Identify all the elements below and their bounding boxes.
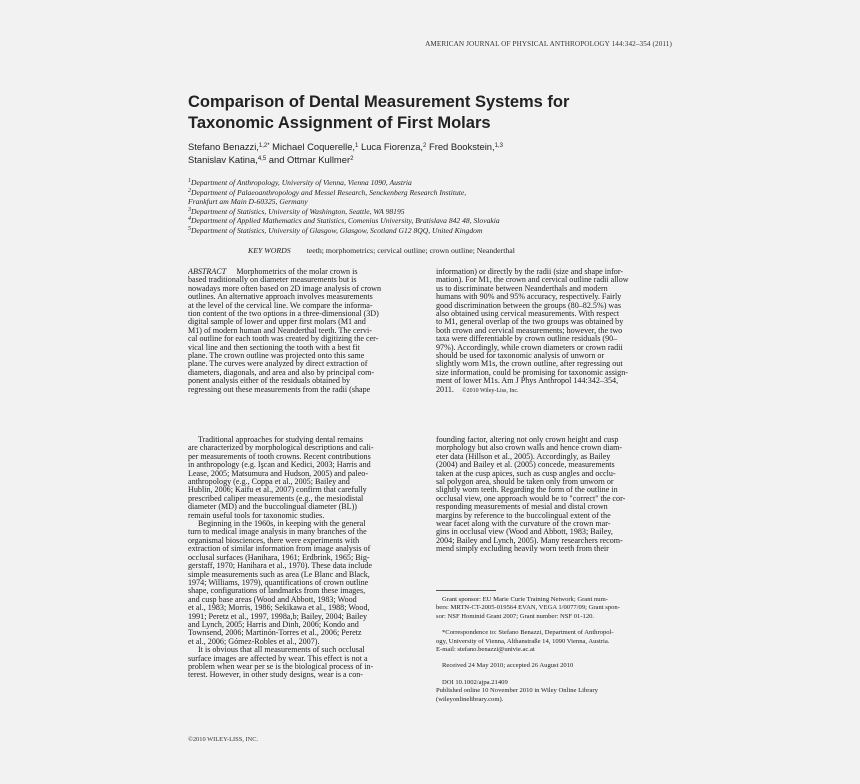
affiliation-text: Department of Palaeoanthropology and Messel Research, Senckenberg Research Institute, [191, 187, 467, 197]
body-line: occlusal surfaces (Hanihara, 1961; Erdbrink, 1965; Big- [188, 553, 370, 562]
author-line [188, 153, 678, 166]
body-line: (2004) and Bailey et al. (2005) concede, measurements [436, 461, 615, 470]
abstract-line: 97%). Accordingly, while crown diameters or crown radii [436, 343, 623, 352]
abstract-line: M1) of modern human and Neanderthal teeth. The cervi- [188, 326, 372, 335]
author-name: Stanislav Katina, [188, 154, 258, 165]
abstract-line: ponent analysis either of the residuals obtained by [188, 377, 351, 386]
abstract-line: both crown and cervical measurements; however, the two [436, 326, 623, 335]
body-line: taken at the cusp apices, such as cusp angles and occlu- [436, 469, 616, 478]
affiliation [188, 207, 688, 217]
abstract-left-column [188, 268, 424, 394]
footnote-rule [436, 590, 496, 591]
body-line: problem when wear per se is the biological process of in- [188, 662, 374, 671]
affiliation-text: Department of Statistics, University of Glasgow, Glasgow, Scotland G12 8QQ, United Kingdom [191, 225, 483, 235]
body-line: 1991; Peretz et al., 1997, 1998a,b; Bailey, 2004; Bailey [188, 612, 368, 621]
abstract-line: slightly worn M1s, the crown outline, after regressing out [436, 360, 623, 369]
footnote-grant [436, 596, 672, 621]
abstract-text: Morphometrics of the molar crown is [226, 268, 358, 276]
article-title [188, 92, 668, 134]
body-line: et al., 1983; Morris, 1986; Sekikawa et al., 1988; Wood, [188, 604, 370, 613]
body-line: simple measurements such as area (Le Blanc and Black, [188, 570, 370, 579]
body-line: are characterized by morphological descriptions and cali- [188, 444, 374, 453]
affiliation [188, 188, 688, 198]
abstract-line: cal outline for each tooth was created by digitizing the cer- [188, 335, 379, 344]
body-line: diameter (MD) and the buccolingual diameter (BL)) [188, 503, 358, 512]
body-line: shape, configurations of landmarks from these images, [188, 587, 366, 596]
author-name: Michael Coquerelle, [269, 141, 356, 152]
abstract-line: taxa were differentiable by crown outline residuals (90– [436, 335, 618, 344]
author-affil-sup: 2 [350, 156, 354, 162]
affiliation-number: 5 [188, 225, 191, 232]
body-line: Townsend, 2006; Martinón-Torres et al., 2006; Peretz [188, 629, 362, 638]
body-line: terest. However, in other study designs, wear is a con- [188, 671, 363, 680]
body-line: responding measurements of mesial and distal crown [436, 503, 608, 512]
body-line: Beginning in the 1960s, in keeping with the general [198, 520, 366, 529]
body-line: surface images are affected by wear. This effect is not a [188, 654, 368, 663]
affiliation-number: 2 [188, 187, 191, 194]
body-line: wear facet along with the curvature of the crown mar- [436, 520, 611, 529]
abstract-line: at the level of the cervical line. We compare the informa- [188, 301, 373, 310]
body-line: in anthropology (e.g. Işcan and Kedici, 2003; Harris and [188, 461, 371, 470]
footnote-line: *Correspondence to: Stefano Benazzi, Department of Anthropol- [442, 629, 614, 637]
abstract-line: based traditionally on diameter measurements but is [188, 276, 357, 285]
abstract-line: regressing out these measurements from the radii (shape [188, 385, 371, 394]
footnote-line: sor: NSF Hominid Grant 2007; Grant number: NSF 01-120. [436, 612, 595, 620]
abstract-line: humans with 90% and 95% accuracy, respectively. Fairly [436, 293, 622, 302]
abstract-line: nowadays more often based on 2D image analysis of crown [188, 284, 382, 293]
body-line: per measurements of tooth crowns. Recent contributions [188, 452, 371, 461]
title-line: Taxonomic Assignment of First Molars [188, 114, 491, 132]
abstract-line: should be used for taxonomic analysis of unworn or [436, 352, 605, 361]
abstract-line: us to discriminate between Neanderthals and modern [436, 284, 608, 293]
affiliation-number: 3 [188, 206, 191, 213]
body-line: occlusal view, one approach would be to "correct" the cor- [436, 494, 626, 503]
footnote-line: ogy, University of Vienna, Althanstraße 14, 1090 Vienna, Austria. [436, 637, 610, 645]
body-line: It is obvious that all measurements of such occlusal [198, 646, 365, 655]
affiliation-list [188, 178, 688, 236]
body-line: gins in occlusal view (Wood and Abbott, 1983; Bailey, [436, 528, 613, 537]
abstract-line: ment of lower M1s. Am J Phys Anthropol 144:342–354, [436, 377, 619, 386]
abstract-line: tion content of the two options in a three-dimensional (3D) [188, 310, 379, 319]
body-line: remain useful tools for taxonomic studies. [188, 511, 325, 520]
body-line: margins by reference to the buccolingual extent of the [436, 511, 611, 520]
title-line: Comparison of Dental Measurement Systems for [188, 93, 570, 111]
body-line: sal polygon area, should be taken only from unworn or [436, 478, 614, 487]
footnote-line: DOI 10.1002/ajpa.21409 [442, 678, 508, 686]
author-affil-sup: 2 [423, 143, 427, 149]
footnote-correspondence [436, 629, 672, 654]
abstract-line: to M1, general overlap of the two groups was obtained by [436, 318, 624, 327]
body-line: slightly worn teeth. Regarding the form of the outline in [436, 486, 618, 495]
author-list [188, 140, 678, 166]
body-line: 2004; Bailey and Lynch, 2005). Many researchers recom- [436, 536, 623, 545]
abstract-line [188, 268, 424, 276]
body-line: and cusp base areas (Wood and Abbott, 1983; Wood [188, 595, 357, 604]
running-head: AMERICAN JOURNAL OF PHYSICAL ANTHROPOLOGY 144:342–354 (2011) [425, 40, 672, 48]
body-line: eter data (Hillson et al., 2005). Accordingly, as Bailey [436, 452, 611, 461]
footnote-line: Published online 10 November 2010 in Wiley Online Library [436, 687, 598, 695]
abstract-line: also obtained using cervical measurements. With respect [436, 310, 620, 319]
body-line: extraction of similar information from image analysis of [188, 545, 371, 554]
author-affil-sup: 1,2* [258, 143, 270, 149]
body-line: morphology but also crown walls and hence crown diam- [436, 444, 623, 453]
abstract-line: plane. The curves were analyzed by direct extraction of [188, 360, 368, 369]
author-name: and Ottmar Kullmer [266, 154, 351, 165]
abstract-line: diameters, diagonals, and area and also by principal com- [188, 368, 375, 377]
abstract-label: ABSTRACT [188, 268, 227, 276]
keywords-label: KEY WORDS [248, 246, 291, 255]
body-line: 1974; Williams, 1979), quantifications of crown outline [188, 578, 369, 587]
author-name: Luca Fiorenza, [358, 141, 424, 152]
body-line: et al., 2006; Gómez-Robles et al., 2007). [188, 637, 320, 646]
footnote-line: Grant sponsor: EU Marie Curie Training Network; Grant num- [442, 596, 608, 603]
affiliation-number: 4 [188, 216, 191, 223]
abstract-line: plane. The crown outline was projected onto this same [188, 352, 365, 361]
affiliation [188, 216, 688, 226]
body-line: anthropology (e.g., Coppa et al., 2005; Bailey and [188, 478, 350, 487]
affiliation [188, 226, 688, 236]
abstract-line: good discrimination between the groups (80–82.5%) was [436, 301, 621, 310]
footnote-line: bers: MRTN-CT-2005-019564 EVAN, VEGA 1/0077/09; Grant spon- [436, 604, 620, 612]
footnote-received [436, 662, 672, 670]
abstract-line: size information, could be promising for taxonomic assign- [436, 368, 628, 377]
affiliation-continued: Frankfurt am Main D-60325, Germany [188, 197, 308, 207]
footnote-line: Received 24 May 2010; accepted 26 August 2010 [442, 662, 574, 670]
abstract-right-column [436, 268, 672, 395]
abstract-line [436, 386, 672, 395]
author-name: Stefano Benazzi, [188, 141, 259, 152]
abstract-copyright: ©2010 Wiley-Liss, Inc. [462, 387, 519, 394]
keywords-text: teeth; morphometrics; cervical outline; crown outline; Neanderthal [306, 246, 515, 255]
body-line: Lease, 2005; Matsumura and Hudson, 2005) and paleo- [188, 469, 369, 478]
abstract-text: 2011. [436, 385, 463, 394]
affiliation-number: 1 [188, 178, 191, 184]
author-name: Fred Bookstein, [426, 141, 495, 152]
footnote-doi [436, 679, 672, 704]
author-affil-sup: 1,3 [494, 143, 503, 149]
body-line: and Lynch, 2005; Harris and Dinh, 2006; Kondo and [188, 620, 359, 629]
body-right-column [436, 436, 672, 554]
abstract-line: information) or directly by the radii (size and shape infor- [436, 268, 624, 276]
author-line [188, 140, 678, 153]
abstract-line: digital sample of lower and upper first molars (M1 and [188, 318, 366, 327]
abstract-line: mation). For M1, the crown and cervical outline radii allow [436, 276, 629, 285]
footnote-line: E-mail: stefano.benazzi@univie.ac.at [436, 646, 535, 654]
author-affil-sup: 4,5 [257, 156, 267, 162]
affiliation-text: Department of Applied Mathematics and Statistics, Comenius University, Bratislava 842 48, Slovakia [191, 216, 500, 226]
footnotes [436, 596, 672, 712]
affiliation-text: Department of Statistics, University of Washington, Seattle, WA 98195 [191, 206, 405, 216]
footnote-line: (wileyonlinelibrary.com). [436, 695, 504, 703]
body-line: organismal biosciences, there were experiments with [188, 536, 360, 545]
body-line: prescribed caliper measurements (e.g., the mesiodistal [188, 494, 364, 503]
affiliation-text: Department of Anthropology, University of Vienna, Vienna 1090, Austria [191, 178, 412, 187]
body-line: Hublin, 2006; Kaifu et al., 2007) confirm that carefully [188, 486, 367, 495]
affiliation [188, 178, 688, 188]
abstract-line: vical line and then sectioning the tooth with a best fit [188, 343, 360, 352]
body-line: gerstaff, 1970; Hanihara et al., 1970). These data include [188, 562, 372, 571]
body-line: turn to medical image analysis in many branches of the [188, 528, 367, 537]
body-left-column [188, 436, 424, 680]
abstract-line: outlines. An alternative approach involves measurements [188, 293, 373, 302]
body-line: mend simply excluding heavily worn teeth from their [436, 545, 609, 554]
keywords [248, 246, 668, 255]
author-affil-sup: 1 [355, 143, 359, 149]
page-copyright: ©2010 WILEY-LISS, INC. [188, 736, 259, 743]
body-line: Traditional approaches for studying dental remains [198, 436, 363, 444]
body-line: founding factor, altering not only crown height and cusp [436, 436, 619, 444]
